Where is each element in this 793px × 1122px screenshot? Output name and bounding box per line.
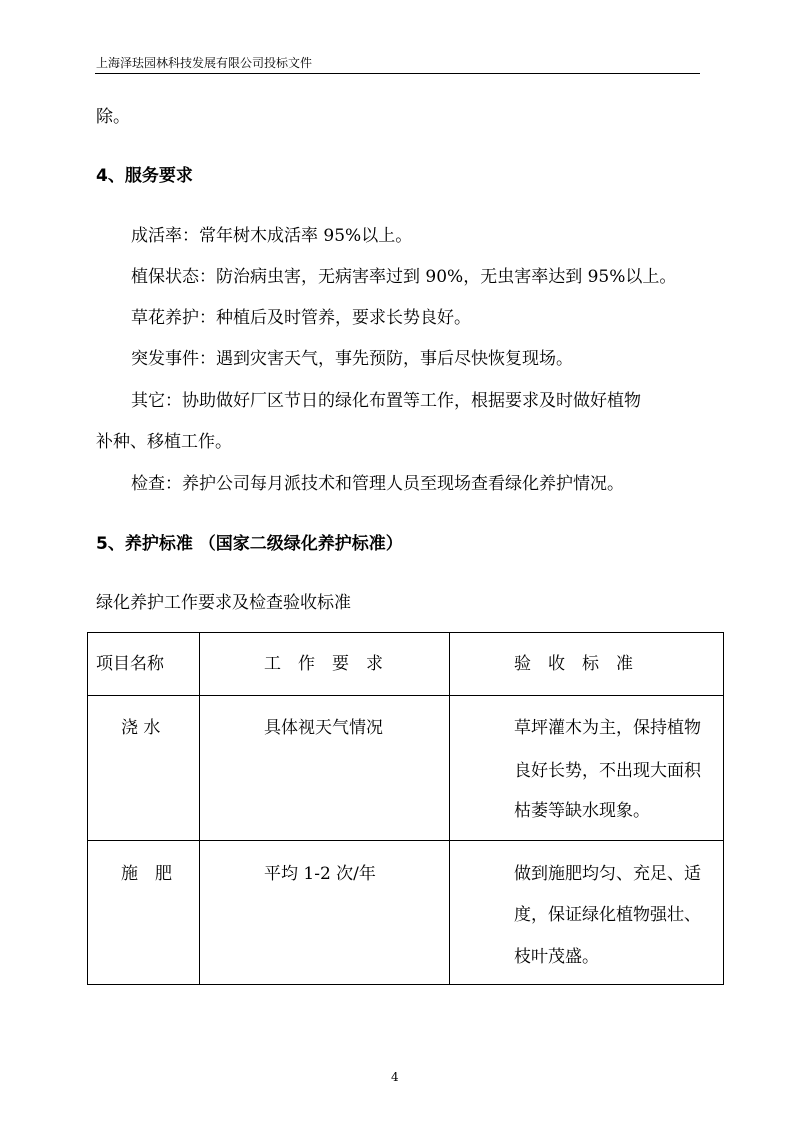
- table-row-1-requirement: 具体视天气情况: [264, 718, 383, 738]
- table-column-divider-2: [449, 632, 450, 985]
- table-header-item-name: 项目名称: [96, 654, 164, 674]
- table-header-requirement: 工 作 要 求: [264, 654, 383, 674]
- table-row-2-item: 施 肥: [121, 864, 172, 884]
- inspection-text: 检查：养护公司每月派技术和管理人员至现场查看绿化养护情况。: [131, 474, 624, 494]
- table-row-2-standard-line-3: 枝叶茂盛。: [514, 947, 599, 967]
- table-row-2-requirement: 平均 1-2 次/年: [264, 864, 376, 884]
- table-column-divider-1: [199, 632, 200, 985]
- survival-rate-text: 成活率：常年树木成活率 95%以上。: [131, 226, 413, 246]
- section-5-heading: 5、养护标准 （国家二级绿化养护标准）: [96, 534, 403, 554]
- plant-protection-text: 植保状态：防治病虫害，无病害率过到 90%，无虫害率达到 95%以上。: [131, 267, 677, 287]
- emergency-text: 突发事件：遇到灾害天气，事先预防，事后尽快恢复现场。: [131, 349, 573, 369]
- table-row-2-standard-line-2: 度，保证绿化植物强壮、: [514, 905, 701, 925]
- page-number: 4: [391, 1070, 399, 1084]
- table-row-1-standard-line-2: 良好长势，不出现大面积: [514, 761, 701, 781]
- table-row-1-standard-line-3: 枯萎等缺水现象。: [514, 801, 650, 821]
- table-header-standard: 验 收 标 准: [514, 654, 633, 674]
- document-header-title: 上海泽珐园林科技发展有限公司投标文件: [96, 56, 313, 70]
- table-caption: 绿化养护工作要求及检查验收标准: [96, 593, 351, 613]
- table-row-1-standard-line-1: 草坪灌木为主，保持植物: [514, 718, 701, 738]
- header-divider: [95, 73, 700, 74]
- other-duties-text: 其它：协助做好厂区节日的绿化布置等工作，根据要求及时做好植物: [131, 391, 641, 411]
- other-duties-continuation: 补种、移植工作。: [96, 432, 232, 452]
- table-row-divider: [87, 840, 724, 841]
- continuation-text: 除。: [96, 107, 130, 127]
- table-header-divider: [87, 695, 724, 696]
- table-row-1-item: 浇 水: [121, 718, 161, 738]
- flower-care-text: 草花养护：种植后及时管养，要求长势良好。: [131, 308, 471, 328]
- table-row-2-standard-line-1: 做到施肥均匀、充足、适: [514, 864, 701, 884]
- section-4-heading: 4、服务要求: [96, 166, 193, 186]
